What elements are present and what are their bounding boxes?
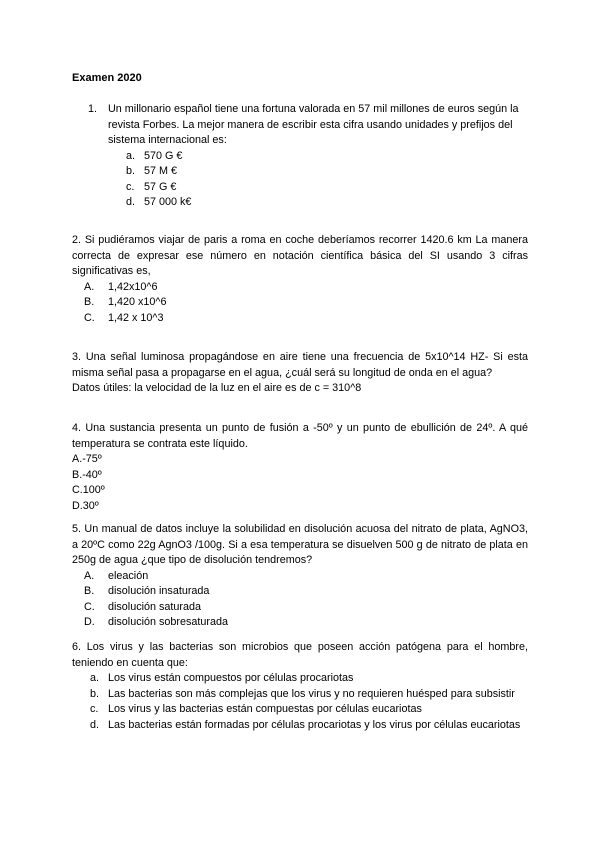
option-a: a. Los virus están compuestos por células procariotas [90,672,354,684]
option-d: d. 57 000 k€ [126,196,192,208]
question-4 [72,421,528,514]
question-useful-data: Datos útiles: la velocidad de la luz en el aire es de c = 310^8 [72,382,362,394]
option-c: c. 57 G € [126,180,177,193]
option-c: c. Los virus y las bacterias están compuestas por células eucariotas [90,703,422,715]
option-a: a. 570 G € [126,149,183,162]
question-5 [72,522,528,631]
option-b: B.-40º [72,468,102,481]
option-a: A. eleación [84,569,149,582]
options-list [84,569,528,631]
question-text: 2. Si pudiéramos viajar de paris a roma en coche deberíamos recorrer 1420.6 km La manera correcta de expresar ese número en notación científica básica del SI usando 3 cifras significativas es, [72,234,528,277]
option-b: B. disolución insaturada [84,585,210,597]
option-d: d. Las bacterias están formadas por células procariotas y los virus por células eucariotas [90,718,521,731]
option-b: b. Las bacterias son más complejas que los virus y no requieren huésped para subsistir [90,687,515,700]
question-text: 6. Los virus y las bacterias son microbios que poseen acción patógena para el hombre, teniendo en cuenta que: [72,641,528,669]
option-c: C. disolución saturada [84,600,202,613]
question-text: 5. Un manual de datos incluye la solubilidad en disolución acuosa del nitrato de plata, AgNO3, a 20ºC como 22g AgnO3 /100g. Si a esa temperatura se disuelven 500 g de nitrato de plata en 250g de agua ¿que tipo de disolución tendremos? [72,523,528,566]
question-6 [72,640,528,733]
option-b: B. 1,420 x10^6 [84,296,167,308]
question-3 [72,350,528,397]
question-text: Un millonario español tiene una fortuna valorada en 57 mil millones de euros según la revista Forbes. La mejor manera de escribir esta cifra usando unidades y prefijos del sistema internacional es: [108,103,519,146]
option-d: D.30º [72,499,99,512]
options-list [84,280,528,327]
option-a: A. 1,42x10^6 [84,280,158,293]
option-c: C. 1,42 x 10^3 [84,311,164,324]
exam-title: Examen 2020 [72,72,142,84]
options-list [90,671,528,733]
question-text: 3. Una señal luminosa propagándose en aire tiene una frecuencia de 5x10^14 HZ- Si esta misma señal pasa a propagarse en el agua, ¿cuál será su longitud de onda en el agua? [72,351,528,379]
question-text: 4. Una sustancia presenta un punto de fusión a -50º y un punto de ebullición de 24º. A qué temperatura se contrata este líquido. [72,422,528,450]
question-2 [72,233,528,326]
question-1 [88,102,528,211]
option-a: A.-75º [72,453,102,465]
options-list [126,149,528,211]
option-c: C.100º [72,484,105,496]
question-number: 1. [88,103,98,115]
option-d: D. disolución sobresaturada [84,616,229,628]
option-b: b. 57 M € [126,165,178,177]
